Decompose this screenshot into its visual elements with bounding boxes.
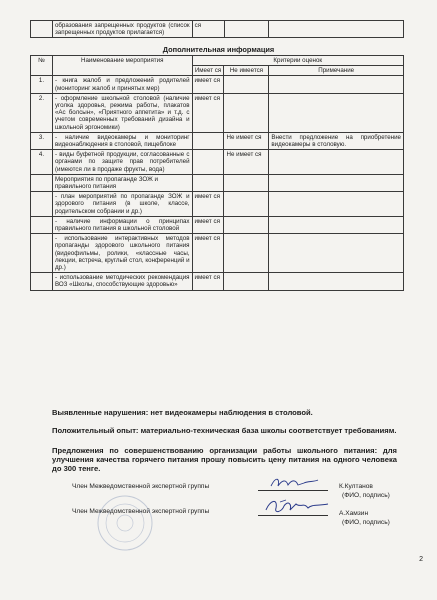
propaganda-header: Мероприятия по пропаганде ЗОЖ и правильного питания [52,174,192,191]
row-name: - использование интерактивных методов пропаганды здорового школьного питания (видеофильмы, ролики, «классные часы, лекции, встреча, круглый стол, конференций и др.) [52,234,192,273]
table-row [31,76,404,93]
row-note: Внести предложение на приобретение видеокамеры в столовую. [269,132,404,149]
positive-experience-text: Положительный опыт: материально-техническая база школы соответствует требованиям. [52,426,397,435]
row-num: 3. [31,132,53,149]
handwritten-signature-2 [262,496,332,518]
row-has-not: Не имеет ся [224,132,269,149]
row-num: 1. [31,76,53,93]
table-row [31,192,404,217]
section-title: Дополнительная информация [162,45,275,54]
row-has [192,132,224,149]
signature-role-1: Член Межведомственной экспертной группы [72,483,210,490]
row-note [269,76,404,93]
row-num: 2. [31,93,53,132]
row-has: имеет ся [192,93,224,132]
header-criteria: Критерии оценок [192,56,403,66]
signature-caption-1: (ФИО, подпись) [342,492,390,499]
row-has: имеет ся [192,216,224,233]
table-row [31,132,404,149]
signer-name-2: А.Хамзин [339,510,369,517]
table-row [31,150,404,175]
row-name: - виды буфетной продукции, согласованные с органами по защите прав потребителей (имеются ли в продаже фрукты, вода) [52,150,192,175]
header-name: Наименование мероприятия [52,56,192,76]
row-name: - оформление школьной столовой (наличие уголка здоровья, режима работы, плакатов «Ас болсын», «Приятного аппетита» и т.д. с учетом современных требований дизайна и школьной эргономики) [52,93,192,132]
proposals-text: Предложения по совершенствованию организации работы школьного питания: для улучшения качества горячего питания прошу повысить цену питания на одного человека до 300 тенге. [52,446,397,473]
row-status: ся [192,21,224,38]
row-note [269,150,404,175]
row-num: 4. [31,150,53,175]
row-has-not: Не имеет ся [224,150,269,175]
table-row [31,216,404,233]
table-row [31,93,404,132]
row-name: - план мероприятий по пропаганде ЗОЖ и здорового питания (в школе, классе, родительском собрании и др.) [52,192,192,217]
handwritten-signature-1 [268,474,320,492]
page-number: 2 [419,556,423,563]
header-has-not: Не имеется [224,66,269,76]
table-row [31,21,404,38]
signature-caption-2: (ФИО, подпись) [342,519,390,526]
row-has-not [224,93,269,132]
additional-info-table [30,55,404,291]
row-name: - использование методических рекомендация ВОЗ «Школы, способствующие здоровью» [52,273,192,290]
row-name: - наличие информации о принципах правильного питания в школьной столовой [52,216,192,233]
header-has: Имеет ся [192,66,224,76]
header-note: Примечание [269,66,404,76]
row-has: имеет ся [192,76,224,93]
row-has [192,150,224,175]
row-has: имеет ся [192,234,224,273]
row-has: имеет ся [192,192,224,217]
row-name: - наличие видеокамеры и мониторинг видеонаблюдения в столовой, пищеблоке [52,132,192,149]
official-stamp [96,494,154,552]
row-has-not [224,76,269,93]
row-note [269,93,404,132]
violations-text: Выявленные нарушения: нет видеокамеры наблюдения в столовой. [52,408,313,417]
header-num: № [31,56,53,76]
table-row [31,273,404,290]
continuation-table [30,20,404,38]
row-text: образования запрещенных продуктов (список запрещенных продуктов прилагается) [52,21,192,38]
row-has: имеет ся [192,273,224,290]
table-row [31,174,404,191]
row-name: - книга жалоб и предложений родителей (мониторинг жалоб и принятых мер) [52,76,192,93]
signature-role-2: Член Межведомственной экспертной группы [72,508,210,515]
signer-name-1: К.Култанов [339,483,373,490]
table-row [31,234,404,273]
table-header-row [31,56,404,66]
